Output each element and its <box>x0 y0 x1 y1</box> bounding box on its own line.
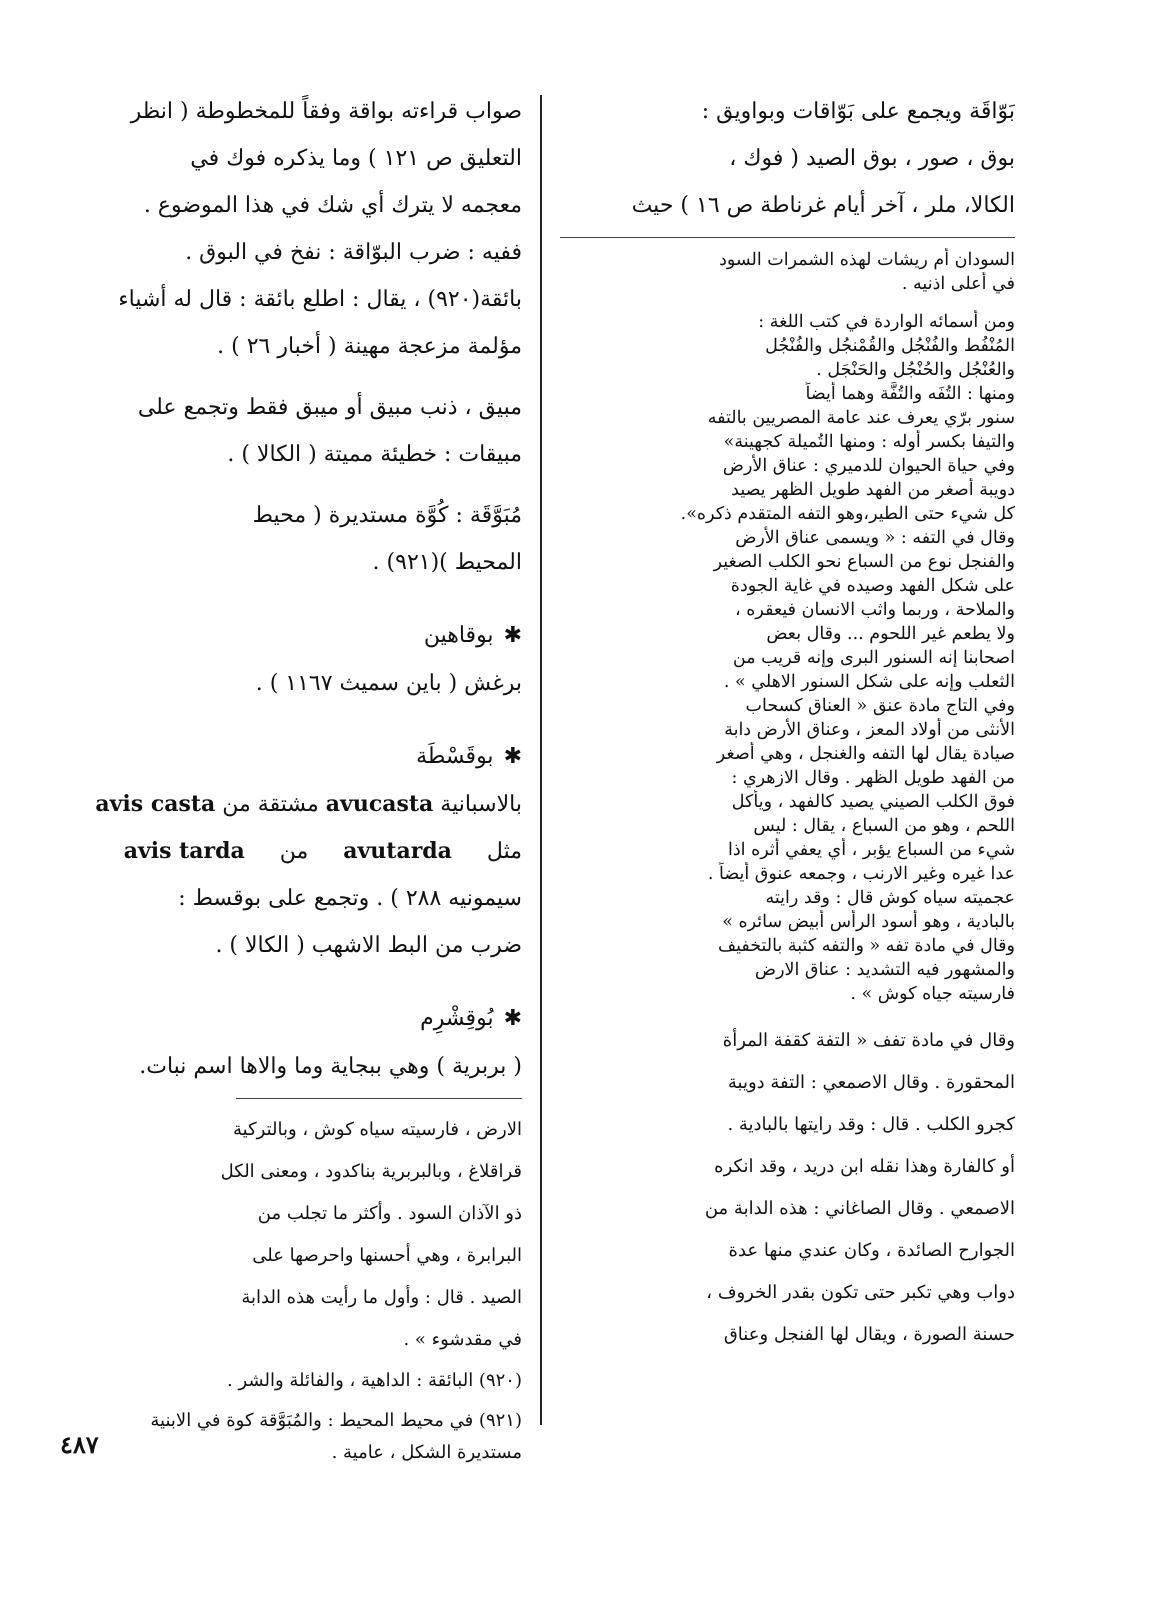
footnote-line: المُنْفُط والفُنْجُل والقُمْنجُل والفُنْجُل <box>765 336 1015 356</box>
footnote-line: ذو الآذان السود . وأكثر ما تجلب من <box>257 1203 522 1224</box>
main-text-line: الكالا، ملر ، آخر أيام غرناطة ص ١٦ ) حيث <box>631 193 1015 218</box>
footnote-line: شيء من السباع يؤبر ، أي يعفي أثره اذا <box>727 840 1015 860</box>
footnote-line: وقال في مادة تفف « التفة كقفة المرأة <box>722 1030 1015 1051</box>
footnote-line: على شكل الفهد وصيده في غاية الجودة <box>730 576 1015 596</box>
footnote-separator <box>560 237 1015 238</box>
headword-entry <box>60 995 522 1043</box>
footnote-block <box>560 1020 1015 1356</box>
footnote-line: دويبة أصغر من الفهد طويل الظهر يصيد <box>731 480 1015 500</box>
headword-entry <box>60 612 522 660</box>
arabic-text: بالاسبانية <box>440 792 522 817</box>
entry-body <box>60 828 522 875</box>
footnote-line: السودان أم ريشات لهذه الشمرات السود <box>719 250 1015 270</box>
main-text-line: بائقة(٩٢٠) ، يقال : اطلع بائقة : قال له أشياء <box>118 287 522 312</box>
spacer <box>60 370 522 384</box>
footnote-line: فارسيته جياه كوش » . <box>850 984 1015 1004</box>
headword: بُوقِشْرِم <box>420 1006 494 1031</box>
footnote-line: اصحابنا إنه السنور البرى وإنه قريب من <box>732 648 1015 668</box>
entry-mubawwaqa <box>60 492 522 586</box>
footnote-line: الجوارح الصائدة ، وكان عندي منها عدة <box>728 1240 1015 1261</box>
main-text-line: صواب قراءته بواقة وفقاً للمخطوطة ( انظر <box>130 99 522 124</box>
footnote-line: كجرو الكلب . قال : وقد رايتها بالبادية . <box>727 1114 1015 1135</box>
latin-term: avucasta <box>325 791 434 817</box>
spacer <box>60 478 522 492</box>
footnote-line: اللحم ، وهو من السباع ، يقال : ليس <box>753 816 1015 836</box>
footnote-920: (٩٢٠) البائقة : الداهية ، والفائلة والشر . <box>227 1370 522 1391</box>
footnote-line: ولا يطعم غير اللحوم ... وقال بعض <box>766 624 1015 644</box>
footnote-line: فوق الكلب الصيني يصيد كالفهد ، ويأكل <box>731 792 1015 812</box>
footnote-line: البرابرة ، وهي أحسنها واحرصها على <box>252 1245 522 1266</box>
main-text-line: بوق ، صور ، بوق الصيد ( فوك ، <box>729 146 1015 171</box>
footnote-line: ومنها : التُفَه والتُفَّة وهما أيضاً <box>805 384 1015 404</box>
footnote-line: عدا غيره وغير الارنب ، وجمعه عنوق أيضاً . <box>707 864 1015 884</box>
footnote-line: الثعلب وإنه على شكل السنور الاهلي » . <box>723 672 1015 692</box>
arabic-text: من <box>279 839 309 864</box>
footnote-line: وفي التاج مادة عنق « العناق كسحاب <box>745 696 1015 716</box>
footnote-line: صيادة يقال لها التفه والغنجل ، وهي أصغر <box>716 744 1015 764</box>
footnote-line: وقال في التفه : « ويسمى عناق الأرض <box>735 528 1015 548</box>
entry-body: سيمونيه ٢٨٨ ) . وتجمع على بوقسط : <box>178 886 522 911</box>
headword: بوقاهين <box>423 623 494 648</box>
footnote-line: والتيفا بكسر أوله : ومنها التُميلة كجهينة» <box>723 432 1015 452</box>
asterisk-icon: ✱ <box>503 1006 522 1031</box>
footnote-line: في مقدشوء » . <box>403 1329 522 1350</box>
entry-body <box>60 781 522 828</box>
footnote-line: ومن أسمائه الواردة في كتب اللغة : <box>758 312 1015 332</box>
entry-body: برغش ( باين سميث ١١٦٧ ) . <box>255 671 522 696</box>
footnote-line: وفي حياة الحيوان للدميري : عناق الأرض <box>722 456 1015 476</box>
main-text-line: بَوّاقَة ويجمع على بَوّاقات وبواويق : <box>701 99 1015 124</box>
latin-term: avutarda <box>343 838 452 864</box>
footnote-line: وقال في مادة تفه « والتفه كثبة بالتخفيف <box>717 936 1015 956</box>
main-text-line: المحيط )(٩٢١) . <box>372 550 522 575</box>
latin-term: avis casta <box>95 791 216 817</box>
spacer <box>560 296 1015 310</box>
entry-body: ( بربرية ) وهي ببجاية وما والاها اسم نبات. <box>139 1054 522 1079</box>
footnote-line: والملاحة ، وربما واثب الانسان فيعقره ، <box>735 600 1015 620</box>
footnote-921: مستديرة الشكل ، عامية . <box>331 1442 522 1463</box>
main-text-line: مؤلمة مزعجة مهينة ( أخبار ٢٦ ) . <box>217 334 522 359</box>
entry-body: ضرب من البط الاشهب ( الكالا ) . <box>215 933 522 958</box>
main-text-line: التعليق ص ١٢١ ) وما يذكره فوك في <box>190 146 522 171</box>
main-text-line: مبيقات : خطيئة مميتة ( الكالا ) . <box>227 442 522 467</box>
main-text-line: مبيق ، ذنب مبيق أو ميبق فقط وتجمع على <box>137 395 522 420</box>
asterisk-icon: ✱ <box>503 623 522 648</box>
footnote-line: من الفهد طويل الظهر . وقال الازهري : <box>731 768 1015 788</box>
entry-mibyaq <box>60 384 522 478</box>
headword-entry <box>60 733 522 781</box>
footnote-block <box>60 1109 522 1361</box>
footnote-line: في أعلى اذنيه . <box>901 274 1015 294</box>
footnote-line: حسنة الصورة ، ويقال لها الفنجل وعناق <box>723 1324 1015 1345</box>
column-divider <box>540 95 542 1425</box>
left-column <box>60 88 522 1473</box>
page-number: ٤٨٧ <box>60 1430 99 1459</box>
footnote-921: (٩٢١) في محيط المحيط : والمُبَوَّقة كوة في الابنية <box>150 1410 522 1431</box>
footnote-line: الصيد . قال : وأول ما رأيت هذه الدابة <box>241 1287 522 1308</box>
arabic-text: مثل <box>486 839 522 864</box>
main-text-line: مُبَوَّقَة : كُوَّة مستديرة ( محيط <box>252 503 522 528</box>
headword: بوقَسْطَة <box>416 744 494 769</box>
footnote-line: الاصمعي . وقال الصاغاني : هذه الدابة من <box>704 1198 1015 1219</box>
footnote-line: أو كالفارة وهذا نقله ابن دريد ، وقد انكره <box>714 1156 1015 1177</box>
footnote-line: بالبادية ، وهو أسود الرأس أبيض سائره » <box>722 912 1015 932</box>
latin-term: avis tarda <box>123 838 245 864</box>
footnote-line: الأنثى من أولاد المعز ، وعناق الأرض دابة <box>724 720 1015 740</box>
spacer <box>60 969 522 995</box>
footnote-line: والفنجل نوع من السباع نحو الكلب الصغير <box>713 552 1015 572</box>
footnote-line: كل شيء حتى الطير،وهو التفه المتقدم ذكره». <box>680 504 1015 524</box>
footnote-line: والمشهور فيه التشديد : عناق الارض <box>754 960 1015 980</box>
footnote-line: عجميته سياه كوش قال : وقد رايته <box>765 888 1015 908</box>
footnote-line: قراقلاغ ، وبالبربرية بناكدود ، ومعنى الكل <box>220 1161 522 1182</box>
arabic-text: مشتقة من <box>222 792 319 817</box>
asterisk-icon: ✱ <box>503 744 522 769</box>
footnote-line: والعُنْجُل والحُنْجُل والحَنْجَل . <box>816 360 1015 380</box>
footnote-line: سنور برّي يعرف عند عامة المصريين بالتفه <box>707 408 1015 428</box>
main-text-line: ففيه : ضرب البوّاقة : نفخ في البوق . <box>185 240 522 265</box>
spacer <box>60 707 522 733</box>
main-text-block <box>60 88 522 370</box>
footnote-line: دواب وهي تكبر حتى تكون بقدر الخروف ، <box>706 1282 1015 1303</box>
footnote-line: الارض ، فارسيته سياه كوش ، وبالتركية <box>232 1119 522 1140</box>
right-column <box>560 88 1015 1356</box>
main-text-line: معجمه لا يترك أي شك في هذا الموضوع . <box>143 193 522 218</box>
spacer <box>560 1006 1015 1020</box>
footnote-separator <box>236 1098 522 1099</box>
footnote-line: المحقورة . وقال الاصمعي : التفة دويبة <box>727 1072 1015 1093</box>
spacer <box>60 586 522 612</box>
footnote-block <box>560 310 1015 1006</box>
